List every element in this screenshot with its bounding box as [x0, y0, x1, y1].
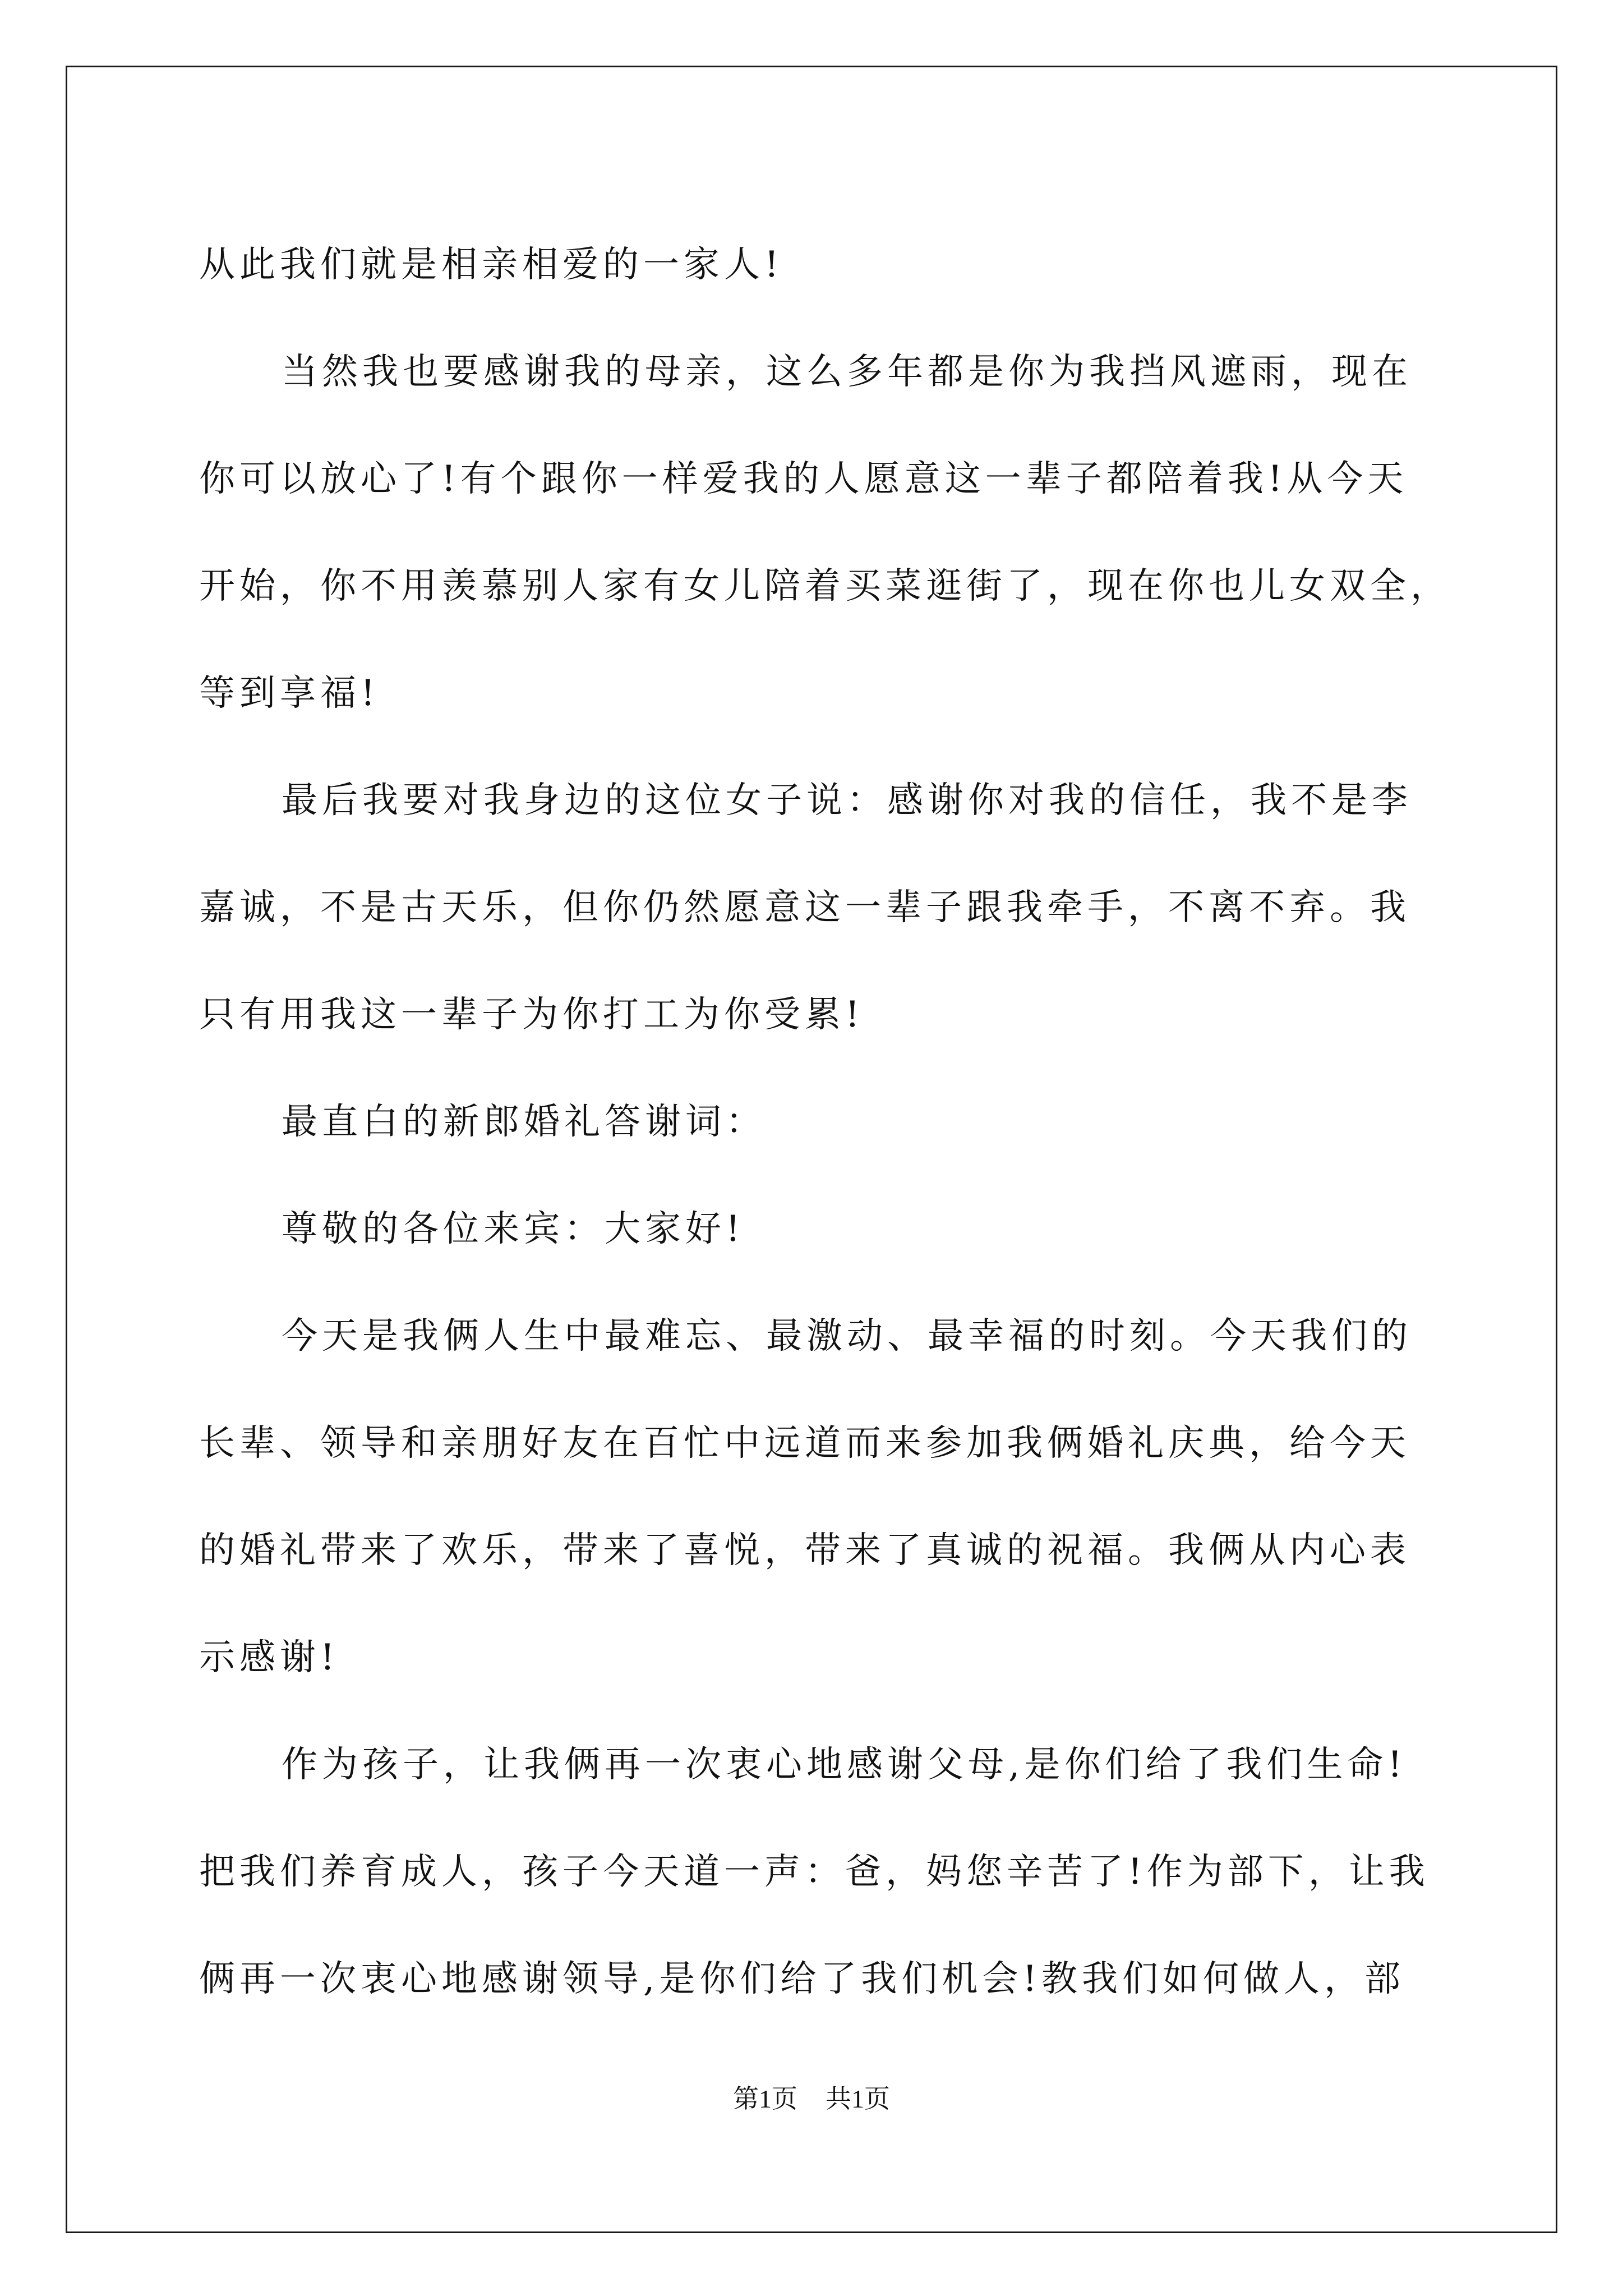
text-line: 你可以放心了!有个跟你一样爱我的人愿意这一辈子都陪着我!从今天 — [199, 458, 1408, 500]
text-line: 长辈、领导和亲朋好友在百忙中远道而来参加我俩婚礼庆典，给今天 — [199, 1423, 1410, 1464]
text-line: 示感谢! — [199, 1637, 339, 1678]
text-line: 俩再一次衷心地感谢领导,是你们给了我们机会!教我们如何做人，部 — [199, 1958, 1405, 2000]
text-line: 今天是我俩人生中最难忘、最激动、最幸福的时刻。今天我们的 — [282, 1315, 1412, 1357]
text-line: 从此我们就是相亲相爱的一家人! — [199, 244, 783, 286]
text-line: 等到享福! — [199, 673, 380, 714]
page-total: 共1页 — [826, 2085, 890, 2113]
text-line: 最后我要对我身边的这位女子说：感谢你对我的信任，我不是李 — [282, 780, 1412, 821]
page-footer — [0, 2082, 1623, 2116]
text-line: 嘉诚，不是古天乐，但你仍然愿意这一辈子跟我牵手，不离不弃。我 — [199, 887, 1410, 928]
text-line: 作为孩子，让我俩再一次衷心地感谢父母,是你们给了我们生命! — [282, 1744, 1407, 1786]
section-heading: 最直白的新郎婚礼答谢词： — [282, 1101, 766, 1143]
text-line: 开始，你不用羡慕别人家有女儿陪着买菜逛街了，现在你也儿女双全， — [199, 565, 1451, 607]
text-line: 只有用我这一辈子为你打工为你受累! — [199, 994, 864, 1036]
salutation: 尊敬的各位来宾：大家好! — [282, 1208, 745, 1250]
document-body — [199, 211, 1461, 2033]
text-line: 的婚礼带来了欢乐，带来了喜悦，带来了真诚的祝福。我俩从内心表 — [199, 1530, 1410, 1571]
text-line: 当然我也要感谢我的母亲，这么多年都是你为我挡风遮雨，现在 — [282, 351, 1412, 393]
page-number: 第1页 — [733, 2085, 797, 2113]
text-line: 把我们养育成人，孩子今天道一声：爸，妈您辛苦了!作为部下，让我 — [199, 1851, 1430, 1893]
